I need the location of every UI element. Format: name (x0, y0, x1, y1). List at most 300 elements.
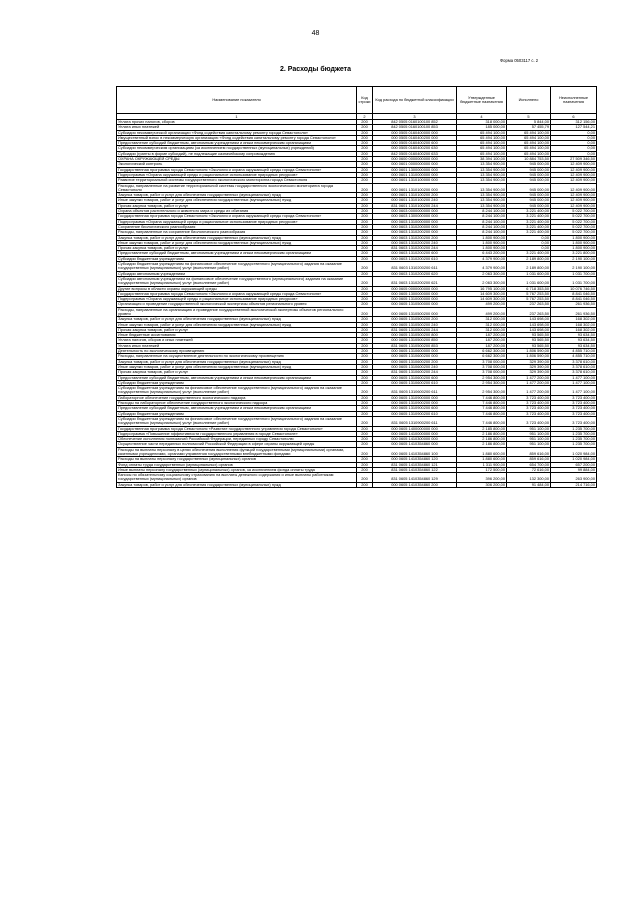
row-approved: 65 494 100,00 (457, 151, 507, 156)
row-executed: 3 221 400,00 (507, 219, 551, 224)
row-approved: 172 500,00 (457, 467, 507, 472)
row-unexecuted: 93 634,50 (551, 343, 597, 348)
row-classification: 000 0605 1310600200 000 (373, 354, 457, 359)
row-unexecuted: 12 409 900,00 (551, 172, 597, 177)
row-executed: 237 263,50 (507, 307, 551, 317)
row-executed: 3 723 400,00 (507, 406, 551, 411)
row-name: ОХРАНА ОКРУЖАЮЩЕЙ СРЕДЫ (117, 157, 357, 162)
row-name: Подпрограмма «Повышение эффективности государственного управления в городе Севастополе» (117, 431, 357, 436)
row-classification: 000 0605 1310500200 240 (373, 322, 457, 327)
row-executed: 143 698,00 (507, 322, 551, 327)
row-name: Другие вопросы в области охраны окружающей среды (117, 286, 357, 291)
header-executed: Исполнено (507, 87, 551, 114)
row-name: Предоставление субсидий бюджетным, автономным учреждениям и иным некоммерческим организациям (117, 406, 357, 411)
row-approved: 13 354 900,00 (457, 162, 507, 167)
row-executed: 6 718 353,50 (507, 286, 551, 291)
row-executed: 951 100,00 (507, 437, 551, 442)
row-executed: 945 000,00 (507, 167, 551, 172)
row-code: 200 (357, 151, 373, 156)
row-code: 200 (357, 354, 373, 359)
row-executed: 0,00 (507, 240, 551, 245)
row-unexecuted: 12 409 900,00 (551, 203, 597, 208)
row-executed: 3 221 400,00 (507, 224, 551, 229)
row-executed: 654 700,00 (507, 462, 551, 467)
table-row (117, 447, 597, 457)
row-unexecuted: 168 302,00 (551, 322, 597, 327)
row-executed: 945 000,00 (507, 178, 551, 183)
row-code: 200 (357, 246, 373, 251)
row-executed: 132 300,00 (507, 473, 551, 483)
header-code: Код строки (357, 87, 373, 114)
row-unexecuted: 1 477 100,00 (551, 375, 597, 380)
row-name: Предоставление субсидий бюджетным, автономным учреждениям и иным некоммерческим организациям (117, 141, 357, 146)
column-number: 2 (357, 114, 373, 120)
header-unexecuted: Неисполненные назначения (551, 87, 597, 114)
row-classification: 000 0505 0160400200 630 (373, 146, 457, 151)
row-name: Иные закупки товаров, работ и услуг для обеспечения государственных (муниципальных) нужд (117, 364, 357, 369)
row-approved: 2 063 300,00 (457, 271, 507, 276)
row-classification: 831 0605 1310900200 611 (373, 416, 457, 426)
row-name: Расходы, направленные на организацию и проведение государственной экологической экспертизы объектов регионального уровня (117, 307, 357, 317)
row-classification: 000 0603 1310200000 000 (373, 224, 457, 229)
row-classification: 831 0603 1310200200 244 (373, 246, 457, 251)
row-approved: 13 354 900,00 (457, 172, 507, 177)
row-name: Субсидии бюджетным учреждениям на финансовое обеспечение государственного (муниципального) задания на оказание государственных (муниципальных) услуг (выполнение работ) (117, 262, 357, 272)
row-unexecuted: 214 716,00 (551, 482, 597, 487)
row-approved: 1 800 900,00 (457, 235, 507, 240)
row-approved: 13 354 900,00 (457, 198, 507, 203)
row-executed: 1 477 200,00 (507, 375, 551, 380)
row-executed: 93 565,50 (507, 343, 551, 348)
row-approved: 2 186 800,00 (457, 437, 507, 442)
row-classification: 000 0605 1310600000 000 (373, 349, 457, 354)
row-name: Государственная программа города Севастополя «Экология и охрана окружающей среды города Севастополя» (117, 214, 357, 219)
row-classification: 000 0605 1310900000 000 (373, 395, 457, 400)
row-unexecuted: 12 409 900,00 (551, 193, 597, 198)
row-approved: 8 244 100,00 (457, 209, 507, 214)
section-title: 2. Расходы бюджета (280, 66, 351, 73)
row-code: 200 (357, 437, 373, 442)
row-unexecuted: 8 841 046,50 (551, 291, 597, 296)
row-code: 200 (357, 219, 373, 224)
row-approved: 2 063 300,00 (457, 276, 507, 286)
row-approved: 187 200,00 (457, 333, 507, 338)
page-number: 48 (311, 30, 320, 37)
table-row (117, 262, 597, 272)
row-name: Закупка товаров, работ и услуг для обеспечения государственных (муниципальных) нужд (117, 482, 357, 487)
row-approved: 312 000,00 (457, 317, 507, 322)
row-name: Предоставление субсидий бюджетным, автономным учреждениям и иным некоммерческим организациям (117, 251, 357, 256)
row-approved: 6 662 300,00 (457, 354, 507, 359)
row-approved: 3 708 000,00 (457, 364, 507, 369)
row-name: Иные закупки товаров, работ и услуг для обеспечения государственных (муниципальных) нужд (117, 322, 357, 327)
row-unexecuted: 1 031 700,00 (551, 276, 597, 286)
row-name: Закупка товаров, работ и услуг для обеспечения государственных (муниципальных) нужд (117, 235, 357, 240)
row-classification: 000 0605 1310600200 610 (373, 380, 457, 385)
row-unexecuted: 0,00 (551, 146, 597, 151)
row-executed: 3 723 400,00 (507, 395, 551, 400)
row-unexecuted: 1 235 700,00 (551, 437, 597, 442)
row-executed: 1 477 200,00 (507, 380, 551, 385)
header-name: Наименование показателя (117, 87, 357, 114)
row-classification: 000 0605 1410000000 000 (373, 431, 457, 436)
row-approved: 13 354 900,00 (457, 193, 507, 198)
row-executed: 65 494 100,00 (507, 135, 551, 140)
row-name: Субсидия некоммерческой организации «Фонд содействия капитальному ремонту города Севастополя» (117, 130, 357, 135)
row-name: Расходы, направленные на осуществление деятельности по экологическому просвещению (117, 354, 357, 359)
expenses-table (116, 86, 597, 488)
row-code: 200 (357, 193, 373, 198)
row-code: 200 (357, 349, 373, 354)
row-approved: 6 662 300,00 (457, 349, 507, 354)
row-classification: 000 0605 1410300000 000 (373, 437, 457, 442)
row-classification: 000 0605 1400000000 000 (373, 426, 457, 431)
table-row (117, 183, 597, 193)
row-approved: 318 000,00 (457, 120, 507, 125)
row-approved: 8 244 100,00 (457, 230, 507, 235)
row-unexecuted: 5 022 700,00 (551, 224, 597, 229)
row-unexecuted: 1 031 700,00 (551, 271, 597, 276)
row-code: 200 (357, 380, 373, 385)
row-approved: 3 708 000,00 (457, 359, 507, 364)
row-code: 200 (357, 364, 373, 369)
row-executed: 1 477 200,00 (507, 386, 551, 396)
row-executed: 945 000,00 (507, 183, 551, 193)
row-executed: 3 221 400,00 (507, 209, 551, 214)
table-row (117, 416, 597, 426)
row-code: 200 (357, 375, 373, 380)
row-code: 200 (357, 203, 373, 208)
row-executed: 329 390,00 (507, 370, 551, 375)
row-classification: 831 0605 1410354860 122 (373, 467, 457, 472)
row-approved: 8 244 100,00 (457, 224, 507, 229)
row-name: Охрана объектов растительного и животного мира и среды их обитания (117, 209, 357, 214)
row-approved: 4 379 900,00 (457, 262, 507, 272)
row-classification: 000 0605 1310600200 200 (373, 359, 457, 364)
row-unexecuted: 3 378 610,00 (551, 359, 597, 364)
row-approved: 13 354 900,00 (457, 203, 507, 208)
table-header (117, 87, 597, 120)
row-unexecuted: 3 723 400,00 (551, 416, 597, 426)
row-unexecuted: 93 634,50 (551, 338, 597, 343)
row-executed: 945 000,00 (507, 193, 551, 198)
row-approved: 8 244 100,00 (457, 219, 507, 224)
row-executed: 65 494 100,00 (507, 146, 551, 151)
row-code: 200 (357, 178, 373, 183)
row-unexecuted: 3 723 400,00 (551, 406, 597, 411)
row-executed: 10 884 753,50 (507, 157, 551, 162)
row-executed: 65 494 100,00 (507, 151, 551, 156)
row-code: 200 (357, 167, 373, 172)
row-approved: 13 354 900,00 (457, 183, 507, 193)
row-approved: 65 494 100,00 (457, 146, 507, 151)
row-code: 200 (357, 343, 373, 348)
row-executed: 143 698,00 (507, 317, 551, 322)
row-unexecuted: 261 936,50 (551, 307, 597, 317)
row-classification: 000 0603 1310000000 000 (373, 219, 457, 224)
row-unexecuted: 93 634,50 (551, 333, 597, 338)
row-unexecuted: 12 409 900,00 (551, 198, 597, 203)
row-approved: 65 494 100,00 (457, 130, 507, 135)
row-approved: 396 200,00 (457, 473, 507, 483)
row-approved: 65 494 100,00 (457, 135, 507, 140)
row-classification: 000 0605 1310500200 800 (373, 333, 457, 338)
row-unexecuted: 10 076 746,50 (551, 286, 597, 291)
row-executed: 3 723 400,00 (507, 416, 551, 426)
row-classification: 842 0505 0160100100 852 (373, 120, 457, 125)
row-approved: 2 954 300,00 (457, 375, 507, 380)
row-unexecuted: 261 936,50 (551, 302, 597, 307)
row-name: Организация и проведение государственной экологической экспертизы объектов регионального уровня (117, 302, 357, 307)
row-executed: 237 263,50 (507, 302, 551, 307)
row-unexecuted: 5 022 700,00 (551, 209, 597, 214)
row-approved: 14 609 300,00 (457, 291, 507, 296)
row-executed: 1 806 590,00 (507, 354, 551, 359)
row-executed: 329 390,00 (507, 359, 551, 364)
row-approved: 2 954 300,00 (457, 386, 507, 396)
row-executed: 5 844,00 (507, 120, 551, 125)
row-name: Субсидии бюджетным учреждениям (117, 411, 357, 416)
row-approved: 38 394 100,00 (457, 157, 507, 162)
row-name: Развитие территориальной системы государственного экологического мониторинга города Севастополя (117, 178, 357, 183)
row-classification: 831 0605 1310500200 853 (373, 343, 457, 348)
row-executed: 5 767 253,50 (507, 297, 551, 302)
row-unexecuted: 12 409 900,00 (551, 178, 597, 183)
row-code: 200 (357, 198, 373, 203)
row-executed: 951 100,00 (507, 431, 551, 436)
row-unexecuted: 657 200,00 (551, 462, 597, 467)
row-classification: 831 0605 1310500200 244 (373, 327, 457, 332)
row-classification: 831 0605 1410354860 121 (373, 462, 457, 467)
row-unexecuted: 2 190 100,00 (551, 262, 597, 272)
row-code: 200 (357, 317, 373, 322)
row-unexecuted: 5 022 700,00 (551, 230, 597, 235)
row-unexecuted: 3 723 400,00 (551, 395, 597, 400)
row-code: 200 (357, 224, 373, 229)
row-executed: 945 000,00 (507, 203, 551, 208)
table-row (117, 307, 597, 317)
row-code: 200 (357, 473, 373, 483)
row-executed: 93 565,50 (507, 338, 551, 343)
row-classification: 000 0601 1310100000 000 (373, 178, 457, 183)
row-unexecuted: 0,00 (551, 135, 597, 140)
row-unexecuted: 1 800 900,00 (551, 246, 597, 251)
row-name: Государственная программа города Севастополя «Экология и охрана окружающей среды города Севастополя» (117, 167, 357, 172)
row-executed: 65 494 100,00 (507, 141, 551, 146)
row-name: Иные закупки товаров, работ и услуг для обеспечения государственных (муниципальных) нужд (117, 198, 357, 203)
row-name: Субсидии некоммерческим организациям (за исключением государственных (муниципальных) учреждений) (117, 146, 357, 151)
row-name: Фонд оплаты труда государственных (муниципальных) органов (117, 462, 357, 467)
row-name: Расходы, направленные на развитие территориальной системы государственного экологического мониторинга города Севастополя (117, 183, 357, 193)
row-code: 200 (357, 230, 373, 235)
row-unexecuted: 0,00 (551, 141, 597, 146)
row-name: Расходы на выплаты персоналу государственных (муниципальных) органов (117, 457, 357, 462)
row-executed: 91 484,00 (507, 482, 551, 487)
row-code: 200 (357, 271, 373, 276)
row-approved: 7 446 800,00 (457, 411, 507, 416)
row-approved: 2 186 800,00 (457, 442, 507, 447)
row-executed: 329 390,00 (507, 364, 551, 369)
row-approved: 65 494 100,00 (457, 141, 507, 146)
row-name: Деятельность по экологическому просвещению (117, 349, 357, 354)
row-name: Иные бюджетные ассигнования (117, 333, 357, 338)
row-executed: 2 189 800,00 (507, 262, 551, 272)
row-name: Экологический контроль (117, 162, 357, 167)
row-code: 200 (357, 359, 373, 364)
row-classification: 831 0603 1310200200 611 (373, 262, 457, 272)
row-approved: 14 609 300,00 (457, 297, 507, 302)
row-unexecuted: 12 409 900,00 (551, 167, 597, 172)
row-name: Субсидии автономным учреждениям на финансовое обеспечение государственного (муниципального) задания на оказание государственных (муниципальных) услуг (выполнение работ) (117, 276, 357, 286)
row-code: 200 (357, 262, 373, 272)
row-code: 200 (357, 431, 373, 436)
row-code: 200 (357, 338, 373, 343)
table-row (117, 473, 597, 483)
row-classification: 000 0505 0160400200 000 (373, 135, 457, 140)
row-code: 200 (357, 183, 373, 193)
row-code: 200 (357, 214, 373, 219)
row-unexecuted: 1 235 700,00 (551, 442, 597, 447)
column-number: 5 (507, 114, 551, 120)
row-name: Субсидии (гранты в форме субсидий), не подлежащие казначейскому сопровождению (117, 151, 357, 156)
row-name: Подпрограмма «Охрана окружающей среды и рациональное использование природных ресурсов» (117, 297, 357, 302)
row-code: 200 (357, 447, 373, 457)
row-code: 200 (357, 297, 373, 302)
row-approved: 13 354 900,00 (457, 167, 507, 172)
row-name: Государственная программа города Севастополя «Экология и охрана окружающей среды города Севастополя» (117, 291, 357, 296)
row-unexecuted: 1 477 100,00 (551, 386, 597, 396)
row-name: Субсидии автономным учреждениям (117, 271, 357, 276)
row-classification: 000 0505 0160400200 600 (373, 141, 457, 146)
row-code: 200 (357, 322, 373, 327)
column-number: 1 (117, 114, 357, 120)
row-executed: 951 100,00 (507, 426, 551, 431)
row-approved: 1 800 900,00 (457, 246, 507, 251)
row-unexecuted: 5 022 700,00 (551, 219, 597, 224)
row-executed: 3 221 400,00 (507, 214, 551, 219)
row-approved: 306 200,00 (457, 482, 507, 487)
row-name: Расходы, направленные на сохранение биологического разнообразия (117, 230, 357, 235)
row-name: Подпрограмма «Охрана окружающей среды и рациональное использование природных ресурсов» (117, 219, 357, 224)
row-classification: 000 0605 1410354860 200 (373, 482, 457, 487)
row-unexecuted: 263 900,00 (551, 473, 597, 483)
row-unexecuted: 1 477 100,00 (551, 380, 597, 385)
row-classification: 000 0601 1310100200 200 (373, 193, 457, 198)
row-unexecuted: 4 855 710,00 (551, 354, 597, 359)
row-code: 200 (357, 146, 373, 151)
row-approved: 312 000,00 (457, 327, 507, 332)
row-unexecuted: 3 221 800,00 (551, 251, 597, 256)
table-row (117, 482, 597, 487)
row-executed: 65 494 100,00 (507, 130, 551, 135)
row-unexecuted: 8 841 046,50 (551, 297, 597, 302)
row-unexecuted: 168 302,00 (551, 327, 597, 332)
row-classification: 000 0603 1310200200 240 (373, 240, 457, 245)
row-executed: 5 767 253,50 (507, 291, 551, 296)
row-code: 200 (357, 172, 373, 177)
row-approved: 1 880 600,00 (457, 447, 507, 457)
row-code: 200 (357, 416, 373, 426)
row-unexecuted: 27 509 346,50 (551, 157, 597, 162)
row-name: Прочая закупка товаров, работ и услуг (117, 203, 357, 208)
row-approved: 1 311 900,00 (457, 462, 507, 467)
row-approved: 312 000,00 (457, 322, 507, 327)
row-code: 200 (357, 251, 373, 256)
row-approved: 499 200,00 (457, 307, 507, 317)
row-executed: 2 189 800,00 (507, 256, 551, 261)
row-executed: 1 806 590,00 (507, 349, 551, 354)
row-code: 200 (357, 442, 373, 447)
table-body (117, 120, 597, 488)
row-code: 200 (357, 386, 373, 396)
row-classification: 831 0605 1310600200 611 (373, 386, 457, 396)
row-approved: 187 200,00 (457, 338, 507, 343)
row-approved: 8 244 100,00 (457, 214, 507, 219)
row-classification: 842 0505 0160100100 853 (373, 125, 457, 130)
row-code: 200 (357, 401, 373, 406)
row-code: 200 (357, 135, 373, 140)
row-unexecuted: 0,00 (551, 130, 597, 135)
column-number: 4 (457, 114, 507, 120)
row-classification: 000 0605 1310900200 610 (373, 411, 457, 416)
row-approved: 2 954 300,00 (457, 380, 507, 385)
row-code: 200 (357, 426, 373, 431)
row-code: 200 (357, 395, 373, 400)
row-classification: 000 0605 1310000000 000 (373, 297, 457, 302)
row-classification: 000 0603 0000000000 000 (373, 209, 457, 214)
row-code: 200 (357, 256, 373, 261)
row-code: 200 (357, 162, 373, 167)
row-unexecuted: 12 409 900,00 (551, 162, 597, 167)
row-code: 200 (357, 157, 373, 162)
row-executed: 143 698,00 (507, 327, 551, 332)
row-name: Иные выплаты персоналу государственных (муниципальных) органов, за исключением фонда оплаты труда (117, 467, 357, 472)
row-code: 200 (357, 235, 373, 240)
row-code: 200 (357, 130, 373, 135)
row-approved: 7 446 800,00 (457, 401, 507, 406)
row-unexecuted: 312 156,00 (551, 120, 597, 125)
row-classification: 000 0601 0000000000 000 (373, 162, 457, 167)
row-classification: 000 0605 1310900200 000 (373, 401, 457, 406)
row-name: Уплата иных платежей (117, 125, 357, 130)
row-executed: 93 565,50 (507, 333, 551, 338)
row-classification: 000 0603 1310200200 600 (373, 251, 457, 256)
row-unexecuted: 2 190 100,00 (551, 256, 597, 261)
row-code: 200 (357, 302, 373, 307)
row-classification: 831 0605 1310600200 244 (373, 370, 457, 375)
row-name: Уплата прочих налогов, сборов (117, 120, 357, 125)
row-code: 200 (357, 406, 373, 411)
row-unexecuted: 127 544,21 (551, 125, 597, 130)
row-approved: 3 708 000,00 (457, 370, 507, 375)
row-classification: 000 0505 0160400000 000 (373, 130, 457, 135)
row-classification: 000 0603 1310200200 610 (373, 256, 457, 261)
row-approved: 13 354 900,00 (457, 178, 507, 183)
row-executed: 1 031 600,00 (507, 271, 551, 276)
row-classification: 831 0601 1310100200 244 (373, 203, 457, 208)
table-row (117, 386, 597, 396)
row-classification: 000 0600 0000000000 000 (373, 157, 457, 162)
row-executed: 951 100,00 (507, 442, 551, 447)
row-code: 200 (357, 333, 373, 338)
row-executed: 0,00 (507, 235, 551, 240)
row-name: Уплата иных платежей (117, 343, 357, 348)
row-classification: 000 0601 1300000000 000 (373, 167, 457, 172)
row-unexecuted: 5 022 700,00 (551, 214, 597, 219)
row-executed: 945 000,00 (507, 172, 551, 177)
row-name: Субсидии бюджетным учреждениям (117, 380, 357, 385)
row-name: Закупка товаров, работ и услуг для обеспечения государственных (муниципальных) нужд (117, 359, 357, 364)
